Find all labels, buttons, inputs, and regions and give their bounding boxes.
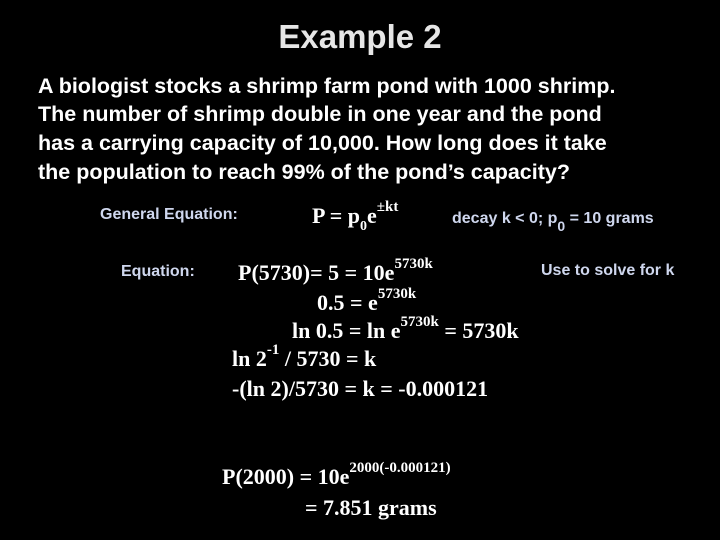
- general-equation-formula: $P = p_0e^{\pm kt}$: [312, 199, 399, 234]
- answer-line-1: $P(2000) = 10e^{2000(-0.000121)}$: [222, 460, 451, 489]
- general-equation-label: General Equation:: [100, 206, 238, 223]
- answer-line-2: = 7.851 grams: [305, 495, 437, 520]
- problem-line-3: has a carrying capacity of 10,000. How long does it take: [38, 131, 607, 155]
- equation-step-2: $0.5 = e^{5730k}$: [317, 286, 417, 315]
- problem-line-2: The number of shrimp double in one year and the pond: [38, 102, 602, 126]
- equation-step-1: $P(5730)= 5 = 10e^{5730k}$: [238, 256, 433, 285]
- equation-step-3: $\ln 0.5 = \ln e^{5730k} = 5730k$: [292, 314, 519, 343]
- problem-line-4: the population to reach 99% of the pond’s capacity?: [38, 160, 570, 184]
- decay-note: decay k < 0; $p_0 = 10$ grams: [452, 210, 654, 234]
- problem-line-1: A biologist stocks a shrimp farm pond with 1000 shrimp.: [38, 74, 616, 98]
- solve-for-k-hint: Use to solve for k: [541, 262, 675, 279]
- equation-step-4: $\ln 2^{-1} / 5730 = k$: [232, 342, 377, 371]
- slide-title: Example 2: [278, 18, 442, 55]
- equation-step-5: -(ln 2)/5730 = k = -0.000121: [232, 376, 489, 401]
- equation-label: Equation:: [121, 263, 195, 280]
